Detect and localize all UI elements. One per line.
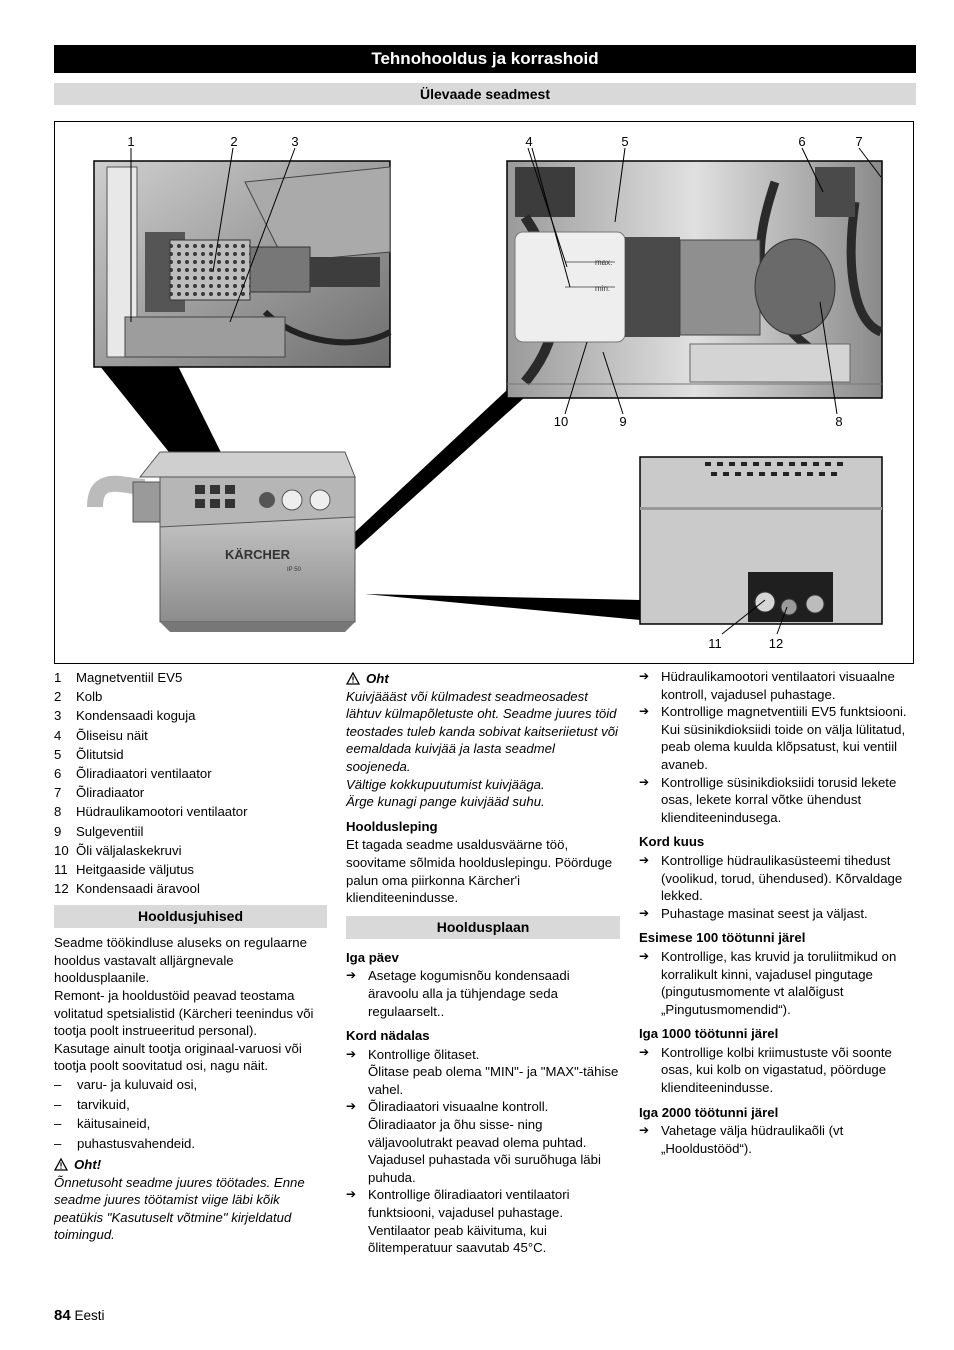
subheading-iga-2000: Iga 2000 töötunni järel <box>639 1104 779 1120</box>
list-item: 7 Õliradiaator <box>54 785 145 801</box>
arrow-icon: ➔ <box>346 1099 357 1114</box>
callout-5: 5 <box>621 134 629 149</box>
list-item: 8 Hüdraulikamootori ventilaator <box>54 804 248 820</box>
subheading-esimese-100: Esimese 100 töötunni järel <box>639 930 806 946</box>
callout-12: 12 <box>768 636 784 651</box>
list-item: ➔ Õliradiaatori visuaalne kontroll. Õliradiaator ja õhu sisse- ning väljavoolutrakt peavad olema puhtad. Vajadusel puhastada või suruõhuga läbi puhuda. <box>346 1099 601 1185</box>
gauge-min-label: min. <box>595 284 611 293</box>
list-item: ➔ Kontrollige süsinikdioksiidi torusid lekete osas, lekete korral võtke ühendust klienditeenindusega. <box>639 774 897 825</box>
callout-6: 6 <box>798 134 806 149</box>
paragraph: Kasutage ainult tootja originaal-varuosi või tootja poolt soovitatud osi, nagu näit. <box>54 1040 302 1074</box>
device-overview-figure <box>54 121 914 664</box>
section-heading-overview: Ülevaade seadmest <box>54 83 916 105</box>
language-label: Eesti <box>74 1308 105 1323</box>
warning-text: Kuivjäääst või külmadest seadmeosadest lähtuv külmapõletuste oht. Seadme juures töid teostades tuleb kanda sobivat kaitseriietust või eemaldada kuivjää ja lasta seadmel soojeneda. <box>346 688 618 774</box>
paragraph: Seadme töökindluse aluseks on regulaarne hooldus vastavalt alljärgnevale hooldusplaanile. <box>54 935 307 986</box>
subheading-kord-nadalas: Kord nädalas <box>346 1028 430 1044</box>
parts-list <box>54 668 327 898</box>
arrow-icon: ➔ <box>639 852 650 867</box>
machine-overview <box>95 452 355 632</box>
list-item: ➔ Kontrollige õliradiaatori ventilaatori funktsiooni, vajadusel puhastage. Ventilaator peab käivituma, kui õlitemperatuur saavutab 45°C. <box>346 1187 570 1256</box>
list-item: 6 Õliradiaatori ventilaator <box>54 765 212 781</box>
arrow-icon: ➔ <box>639 669 650 683</box>
section-heading-hooldusplaan: Hooldusplaan <box>346 916 620 939</box>
list-item: ➔ Asetage kogumisnõu kondensaadi äravoolu alla ja tühjendage seda regulaarselt.. <box>346 968 570 1019</box>
subheading-kord-kuus: Kord kuus <box>639 834 705 850</box>
list-item: – käitusaineid, <box>54 1116 151 1131</box>
photo-exhaust-outlets <box>640 457 882 624</box>
photo-compressor-detail <box>94 161 390 367</box>
brand-logo-text: KÄRCHER <box>225 547 290 562</box>
page-footer <box>54 1307 104 1324</box>
callout-3: 3 <box>291 134 299 149</box>
page-title: Tehnohooldus ja korrashoid <box>54 45 916 73</box>
warning-label: Oht <box>346 670 620 688</box>
model-label: IP 50 <box>287 567 301 573</box>
list-item: – puhastusvahendeid. <box>54 1135 196 1151</box>
list-item: ➔ Kontrollige magnetventiili EV5 funktsiooni. Kui süsinikdioksiidi toide on välja lülitatud, peab olema kuulda klõpsatust, kui ventiil avaneb. <box>639 704 907 772</box>
list-item: ➔ Puhastage masinat seest ja väljast. <box>639 905 868 921</box>
arrow-icon: ➔ <box>639 905 650 920</box>
callout-9: 9 <box>619 414 627 429</box>
callout-7: 7 <box>855 134 863 149</box>
warning-text: Õnnetusoht seadme juures töötades. Enne seadme juures töötamist viige läbi kõik peatükis "Kasutuselt võtmine" kirjeldatud toimingud. <box>54 1174 305 1243</box>
device-illustration <box>55 122 915 665</box>
arrow-icon: ➔ <box>639 1123 650 1138</box>
callout-4: 4 <box>525 134 533 149</box>
list-item: 10 Õli väljalaskekruvi <box>54 842 182 858</box>
callout-11: 11 <box>708 636 722 651</box>
callout-8: 8 <box>835 414 843 429</box>
list-item: 3 Kondensaadi koguja <box>54 708 196 724</box>
callout-1: 1 <box>127 134 135 149</box>
list-item: 9 Sulgeventiil <box>54 823 144 839</box>
warning-text: Vältige kokkupuutumist kuivjääga. <box>346 776 545 792</box>
column-1 <box>54 668 327 1244</box>
callout-10: 10 <box>553 414 569 429</box>
arrow-icon: ➔ <box>639 704 650 719</box>
arrow-icon: ➔ <box>346 968 357 983</box>
warning-triangle-icon <box>346 672 360 685</box>
section-heading-hooldusjuhised: Hooldusjuhised <box>54 905 327 928</box>
page-number: 84 <box>54 1307 71 1324</box>
warning-triangle-icon <box>54 1158 68 1171</box>
warning-text: Ärge kunagi pange kuivjääd suhu. <box>346 794 545 810</box>
subheading-iga-1000: Iga 1000 töötunni järel <box>639 1026 779 1042</box>
list-item: ➔ Hüdraulikamootori ventilaatori visuaalne kontroll, vajadusel puhastage. <box>639 669 895 702</box>
list-item: 4 Õliseisu näit <box>54 727 148 743</box>
column-3 <box>639 668 915 1157</box>
list-item: 1 Magnetventiil EV5 <box>54 670 183 685</box>
callout-2: 2 <box>230 134 238 149</box>
list-item: – varu- ja kuluvaid osi, <box>54 1077 198 1092</box>
list-item: ➔ Kontrollige hüdraulikasüsteemi tihedust (voolikud, torud, ühendused). Kõrvaldage lekked. <box>639 852 903 904</box>
arrow-icon: ➔ <box>346 1187 357 1202</box>
list-item: 12 Kondensaadi äravool <box>54 881 200 897</box>
list-item: ➔ Kontrollige, kas kruvid ja toruliitmikud on korralikult kinni, vajadusel pingutage (pingutusmomente vt alalõigust „Pingutusmomendid“). <box>639 948 897 1017</box>
arrow-icon: ➔ <box>346 1046 357 1061</box>
paragraph: Remont- ja hooldustöid peavad teostama volitatud spetsialistid (Kärcheri teenindus või tootja poolt instrueeritud personal). <box>54 988 314 1039</box>
list-item: – tarvikuid, <box>54 1096 130 1112</box>
list-item: 2 Kolb <box>54 689 103 705</box>
paragraph: Et tagada seadme usaldusväärne töö, soovitame sõlmida hoolduslepingu. Pöörduge palun oma piirkonna Kärcher'i klienditeenindusse. <box>346 837 613 906</box>
subheading-iga-paev: Iga päev <box>346 949 399 965</box>
arrow-icon: ➔ <box>639 1044 650 1059</box>
list-item: ➔ Kontrollige kolbi kriimustuste või soonte osas, kui kolb on vigastatud, pöörduge klienditeenindusse. <box>639 1044 892 1096</box>
list-item: 5 Õlitutsid <box>54 746 124 762</box>
column-2 <box>346 668 620 1257</box>
list-item: ➔ Kontrollige õlitaset. Õlitase peab olema "MIN"- ja "MAX"-tähise vahel. <box>346 1046 619 1097</box>
pointer-wedge-bottom <box>365 594 640 620</box>
arrow-icon: ➔ <box>639 774 650 789</box>
warning-label: Oht! <box>54 1156 327 1174</box>
arrow-icon: ➔ <box>639 948 650 963</box>
photo-hydraulic-unit <box>507 161 882 398</box>
list-item: 11 Heitgaaside väljutus <box>54 861 195 877</box>
subheading-hooldusleping: Hooldusleping <box>346 818 438 834</box>
list-item: ➔ Vahetage välja hüdraulikaõli (vt „Hooldustööd“). <box>639 1123 844 1156</box>
gauge-max-label: max. <box>595 258 613 267</box>
